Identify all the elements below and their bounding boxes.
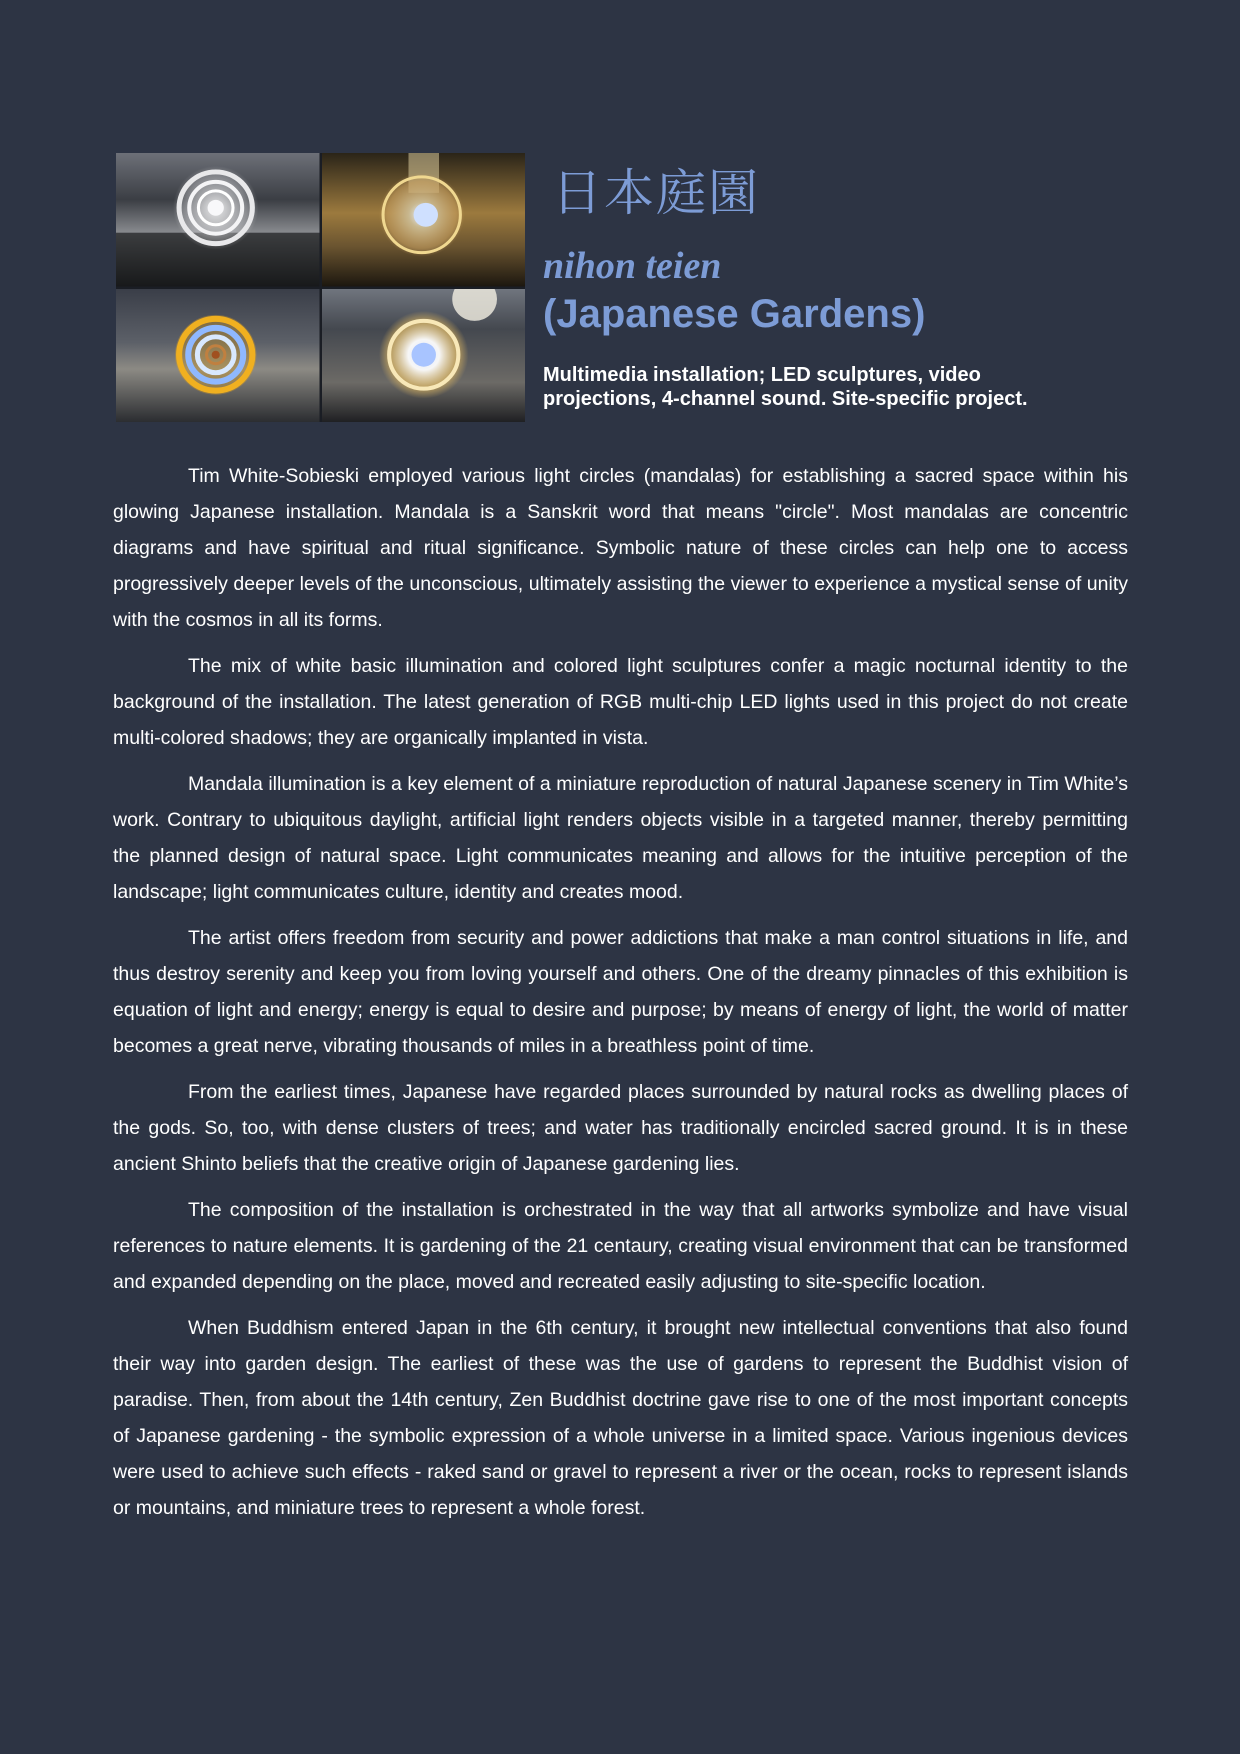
photo-radiant-sphere (322, 289, 526, 423)
photo-white-mandala (116, 153, 320, 287)
paragraph-6: The composition of the installation is orchestrated in the way that all artworks symbolize and have visual references to nature elements. It is gardening of the 21 centaury, creating visual environment that can be transformed and expanded depending on the place, moved and recreated easily adjusting to site-specific location. (113, 1199, 1128, 1293)
title-english: (Japanese Gardens) (543, 292, 926, 336)
photo-blue-gold-mandala (116, 289, 320, 423)
title-japanese: 日本庭園 (552, 164, 760, 222)
subtitle-line-1: Multimedia installation; LED sculptures, video (543, 364, 981, 386)
paragraph-2: The mix of white basic illumination and colored light sculptures confer a magic nocturnal identity to the background of the installation. The latest generation of RGB multi-chip LED lights used in this project do not create multi-colored shadows; they are organically implanted in vista. (113, 655, 1128, 749)
photo-golden-sphere (322, 153, 526, 287)
paragraph-7: When Buddhism entered Japan in the 6th century, it brought new intellectual conventions that also found their way into garden design. The earliest of these was the use of gardens to represent the Buddhist vision of paradise. Then, from about the 14th century, Zen Buddhist doctrine gave rise to one of the most important concepts of Japanese gardening - the symbolic expression of a whole universe in a limited space. Various ingenious devices were used to achieve such effects - raked sand or gravel to represent a river or the ocean, rocks to represent islands or mountains, and miniature trees to represent a whole forest. (113, 1317, 1128, 1519)
subtitle-line-2: projections, 4-channel sound. Site-specific project. (543, 388, 1028, 410)
paragraph-5: From the earliest times, Japanese have regarded places surrounded by natural rocks as dwelling places of the gods. So, too, with dense clusters of trees; and water has traditionally encircled sacred ground. It is in these ancient Shinto beliefs that the creative origin of Japanese gardening lies. (113, 1081, 1128, 1175)
paragraph-1: Tim White-Sobieski employed various light circles (mandalas) for establishing a sacred space within his glowing Japanese installation. Mandala is a Sanskrit word that means "circle". Most mandalas are concentric diagrams and have spiritual and ritual significance. Symbolic nature of these circles can help one to access progressively deeper levels of the unconscious, ultimately assisting the viewer to experience a mystical sense of unity with the cosmos in all its forms. (113, 465, 1128, 631)
subtitle (543, 363, 1103, 411)
paragraph-3: Mandala illumination is a key element of a miniature reproduction of natural Japanese scenery in Tim White’s work. Contrary to ubiquitous daylight, artificial light renders objects visible in a targeted manner, thereby permitting the planned design of natural space. Light communicates meaning and allows for the intuitive perception of the landscape; light communicates culture, identity and creates mood. (113, 773, 1128, 903)
paragraph-4: The artist offers freedom from security and power addictions that make a man control situations in life, and thus destroy serenity and keep you from loving yourself and others. One of the dreamy pinnacles of this exhibition is equation of light and energy; energy is equal to desire and purpose; by means of energy of light, the world of matter becomes a great nerve, vibrating thousands of miles in a breathless point of time. (113, 927, 1128, 1057)
mandala-photo-collage (116, 153, 525, 422)
body-text (113, 458, 1128, 1536)
title-romaji: nihon teien (543, 245, 722, 287)
